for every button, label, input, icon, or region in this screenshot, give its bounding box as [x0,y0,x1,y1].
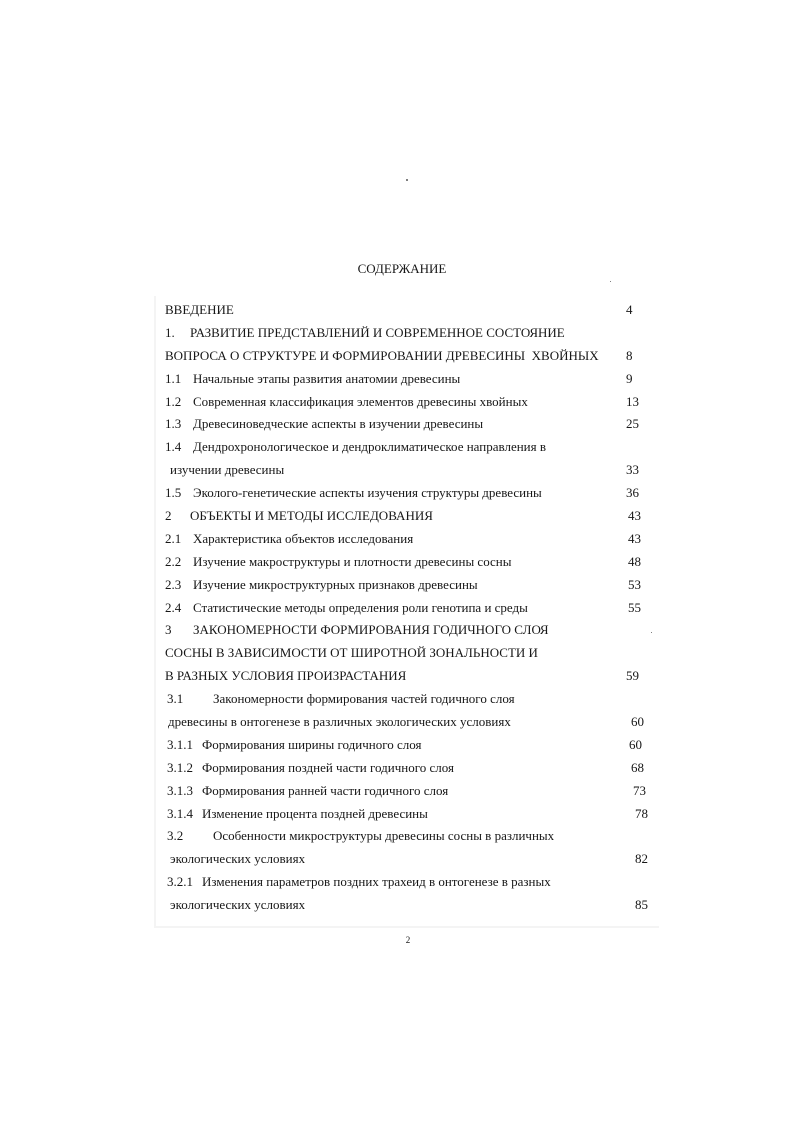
toc-row [165,619,665,642]
entry-number: 3.1.2 [167,759,193,775]
toc-row [165,551,665,574]
entry-title: экологических условиях [170,897,306,913]
toc-row [165,803,665,826]
toc-row [165,391,665,414]
entry-title: ВВЕДЕНИЕ [165,302,234,317]
toc-row [165,482,665,505]
entry-number: 2.3 [165,576,182,592]
entry-page: 82 [635,851,648,867]
toc-row [165,688,665,711]
entry-number: 2 [165,508,172,524]
entry-title: Изменение процента поздней древесины [202,805,428,821]
entry-title: Начальные этапы развития анатомии древесины [193,370,461,386]
entry-title: Формирования поздней части годичного слоя [202,759,454,775]
toc-row [165,894,665,917]
toc-row [165,597,665,620]
scan-speck [610,281,611,282]
entry-page: 59 [626,668,639,684]
entry-page: 53 [628,576,641,592]
entry-title: Статистические методы определения роли генотипа и среды [193,599,528,615]
entry-number: 3.1.1 [167,736,193,752]
entry-number: 3.1.3 [167,782,193,798]
toc-row [165,413,665,436]
entry-number: 1.5 [165,485,182,501]
entry-number: 1.4 [165,439,182,455]
entry-page: 55 [628,599,641,615]
entry-number: 1.1 [165,370,182,386]
entry-title: Характеристика объектов исследования [193,530,414,546]
entry-number: 3 [165,622,172,638]
entry-title: ЗАКОНОМЕРНОСТИ ФОРМИРОВАНИЯ ГОДИЧНОГО СЛОЯ [193,622,549,638]
entry-title: Формирования ширины годичного слоя [202,736,422,752]
entry-page: 25 [626,416,639,432]
entry-page: 60 [631,714,644,730]
entry-title: Изучение микроструктурных признаков древесины [193,576,478,592]
entry-title: изучении древесины [170,462,285,478]
entry-page: 43 [628,508,641,524]
page-number: 2 [405,935,411,945]
entry-page: 43 [628,530,641,546]
toc-row [165,299,665,322]
entry-page: 85 [635,897,648,913]
page-title: СОДЕРЖАНИЕ [357,261,447,276]
toc-row [165,734,665,757]
toc-row [165,345,665,368]
entry-title: ОБЪЕКТЫ И МЕТОДЫ ИССЛЕДОВАНИЯ [190,508,433,524]
toc-row [165,848,665,871]
entry-title: Формирования ранней части годичного слоя [202,782,449,798]
entry-number: 3.2.1 [167,874,193,890]
scan-speck [406,179,408,181]
entry-number: 3.2 [167,828,184,844]
entry-page: 60 [629,736,642,752]
entry-number: 1.3 [165,416,182,432]
entry-title: В РАЗНЫХ УСЛОВИЯ ПРОИЗРАСТАНИЯ [165,668,407,684]
entry-page: 4 [626,302,633,317]
entry-title: экологических условиях [170,851,306,867]
toc-row [165,711,665,734]
entry-title: Закономерности формирования частей годичного слоя [213,691,515,707]
toc-row [165,825,665,848]
entry-title: Изменения параметров поздних трахеид в онтогенезе в разных [202,874,551,890]
toc-row [165,665,665,688]
toc-row [165,757,665,780]
toc-row [165,368,665,391]
entry-number: 2.2 [165,553,182,569]
entry-title: РАЗВИТИЕ ПРЕДСТАВЛЕНИЙ И СОВРЕМЕННОЕ СОСТОЯНИЕ [190,324,565,340]
entry-title: Современная классификация элементов древесины хвойных [193,393,528,409]
toc-row [165,642,665,665]
entry-number: 3.1.4 [167,805,193,821]
toc-row [165,505,665,528]
toc-row [165,780,665,803]
entry-title: Изучение макроструктуры и плотности древесины сосны [193,553,512,569]
entry-page: 36 [626,485,639,501]
entry-page: 33 [626,462,639,478]
entry-page: 9 [626,370,633,386]
entry-title: Дендрохронологическое и дендроклиматическое направления в [193,439,546,455]
toc-row [165,436,665,459]
toc-row [165,528,665,551]
toc-row [165,871,665,894]
toc-row [165,459,665,482]
entry-title: Древесиноведческие аспекты в изучении древесины [193,416,484,432]
toc-row [165,574,665,597]
entry-title: древесины в онтогенезе в различных экологических условиях [168,714,511,730]
entry-page: 8 [626,347,633,363]
entry-number: 1. [165,324,175,340]
entry-title: Эколого-генетические аспекты изучения структуры древесины [193,485,542,501]
entry-page: 13 [626,393,639,409]
entry-page: 48 [628,553,641,569]
entry-number: 3.1 [167,691,184,707]
entry-title: ВОПРОСА О СТРУКТУРЕ И ФОРМИРОВАНИИ ДРЕВЕСИНЫ ХВОЙНЫХ [165,347,599,363]
entry-title: СОСНЫ В ЗАВИСИМОСТИ ОТ ШИРОТНОЙ ЗОНАЛЬНОСТИ И [165,645,538,661]
entry-page: 68 [631,759,644,775]
entry-number: 2.4 [165,599,182,615]
entry-number: 2.1 [165,530,182,546]
entry-title: Особенности микроструктуры древесины сосны в различных [213,828,555,844]
entry-page: 78 [635,805,648,821]
table-of-contents [165,299,665,917]
entry-number: 1.2 [165,393,182,409]
toc-row [165,322,665,345]
entry-page: 73 [633,782,646,798]
